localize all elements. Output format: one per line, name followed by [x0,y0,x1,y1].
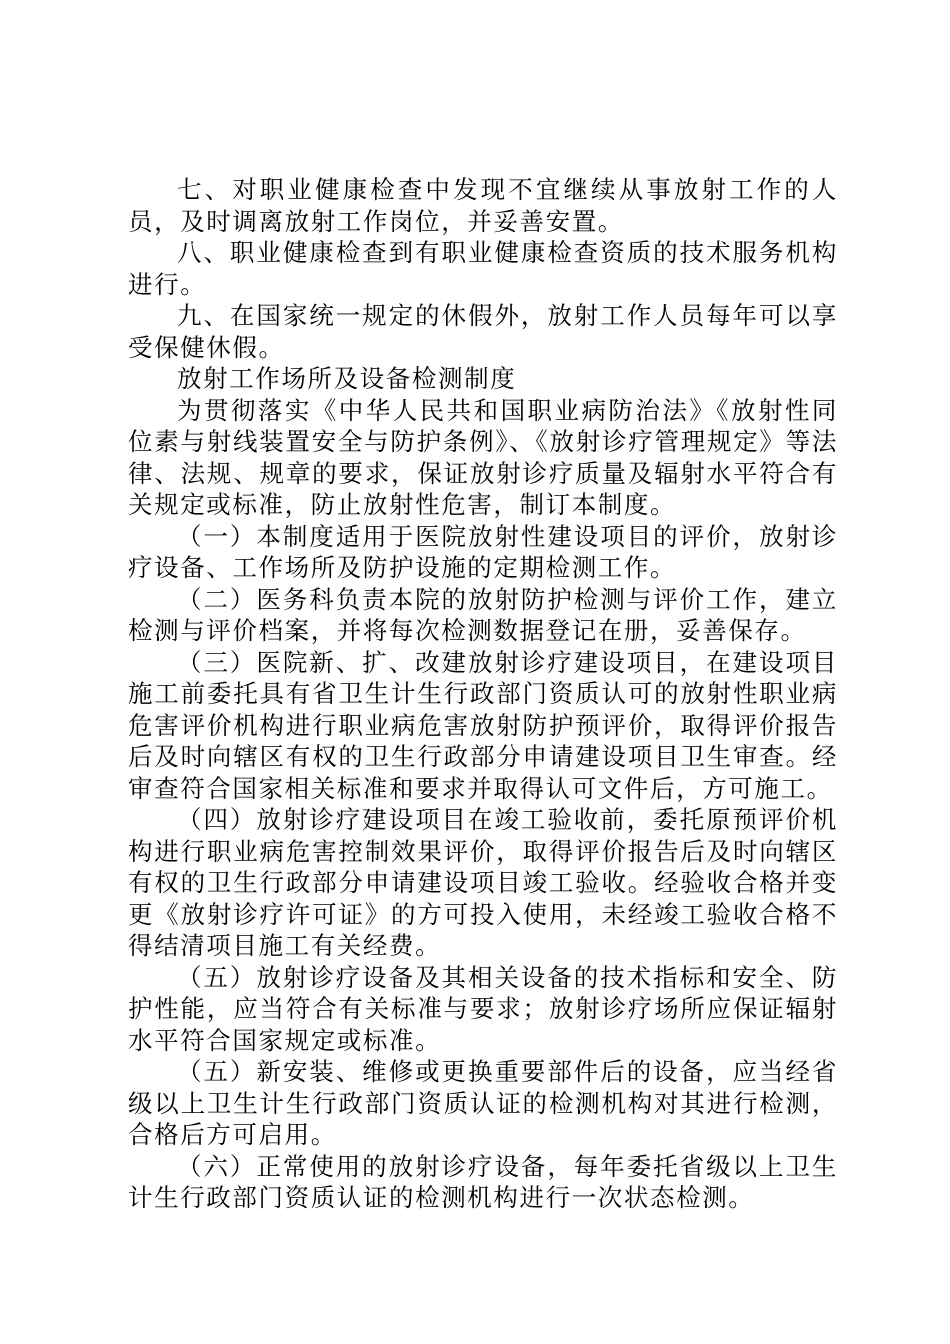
clause-5b: （五）新安装、维修或更换重要部件后的设备，应当经省级以上卫生计生行政部门资质认证的检测机构对其进行检测，合格后方可启用。 [128,1057,838,1149]
document-body [128,174,838,1214]
intro-paragraph: 为贯彻落实《中华人民共和国职业病防治法》《放射性同位素与射线装置安全与防护条例》、《放射诊疗管理规定》等法律、法规、规章的要求，保证放射诊疗质量及辐射水平符合有关规定或标准，防止放射性危害，制订本制度。 [128,395,838,519]
clause-1: （一）本制度适用于医院放射性建设项目的评价，放射诊疗设备、工作场所及防护设施的定期检测工作。 [128,521,838,582]
clause-3: （三）医院新、扩、改建放射诊疗建设项目，在建设项目施工前委托具有省卫生计生行政部门资质认可的放射性职业病危害评价机构进行职业病危害放射防护预评价，取得评价报告后及时向辖区有权的卫生行政部分申请建设项目卫生审查。经审查符合国家相关标准和要求并取得认可文件后，方可施工。 [128,647,838,803]
clause-6: （六）正常使用的放射诊疗设备，每年委托省级以上卫生计生行政部门资质认证的检测机构进行一次状态检测。 [128,1151,838,1212]
paragraph-item-7: 七、对职业健康检查中发现不宜继续从事放射工作的人员，及时调离放射工作岗位，并妥善安置。 [128,175,838,236]
paragraph-item-9: 九、在国家统一规定的休假外，放射工作人员每年可以享受保健休假。 [128,301,838,362]
clause-2: （二）医务科负责本院的放射防护检测与评价工作，建立检测与评价档案，并将每次检测数据登记在册，妥善保存。 [128,584,838,645]
paragraph-item-8: 八、职业健康检查到有职业健康检查资质的技术服务机构进行。 [128,238,838,299]
clause-5a: （五）放射诊疗设备及其相关设备的技术指标和安全、防护性能，应当符合有关标准与要求；放射诊疗场所应保证辐射水平符合国家规定或标准。 [128,962,838,1055]
clause-4: （四）放射诊疗建设项目在竣工验收前，委托原预评价机构进行职业病危害控制效果评价，取得评价报告后及时向辖区有权的卫生行政部分申请建设项目竣工验收。经验收合格并变更《放射诊疗许可证》的方可投入使用，未经竣工验收合格不得结清项目施工有关经费。 [128,805,838,960]
section-heading: 放射工作场所及设备检测制度 [177,364,517,393]
